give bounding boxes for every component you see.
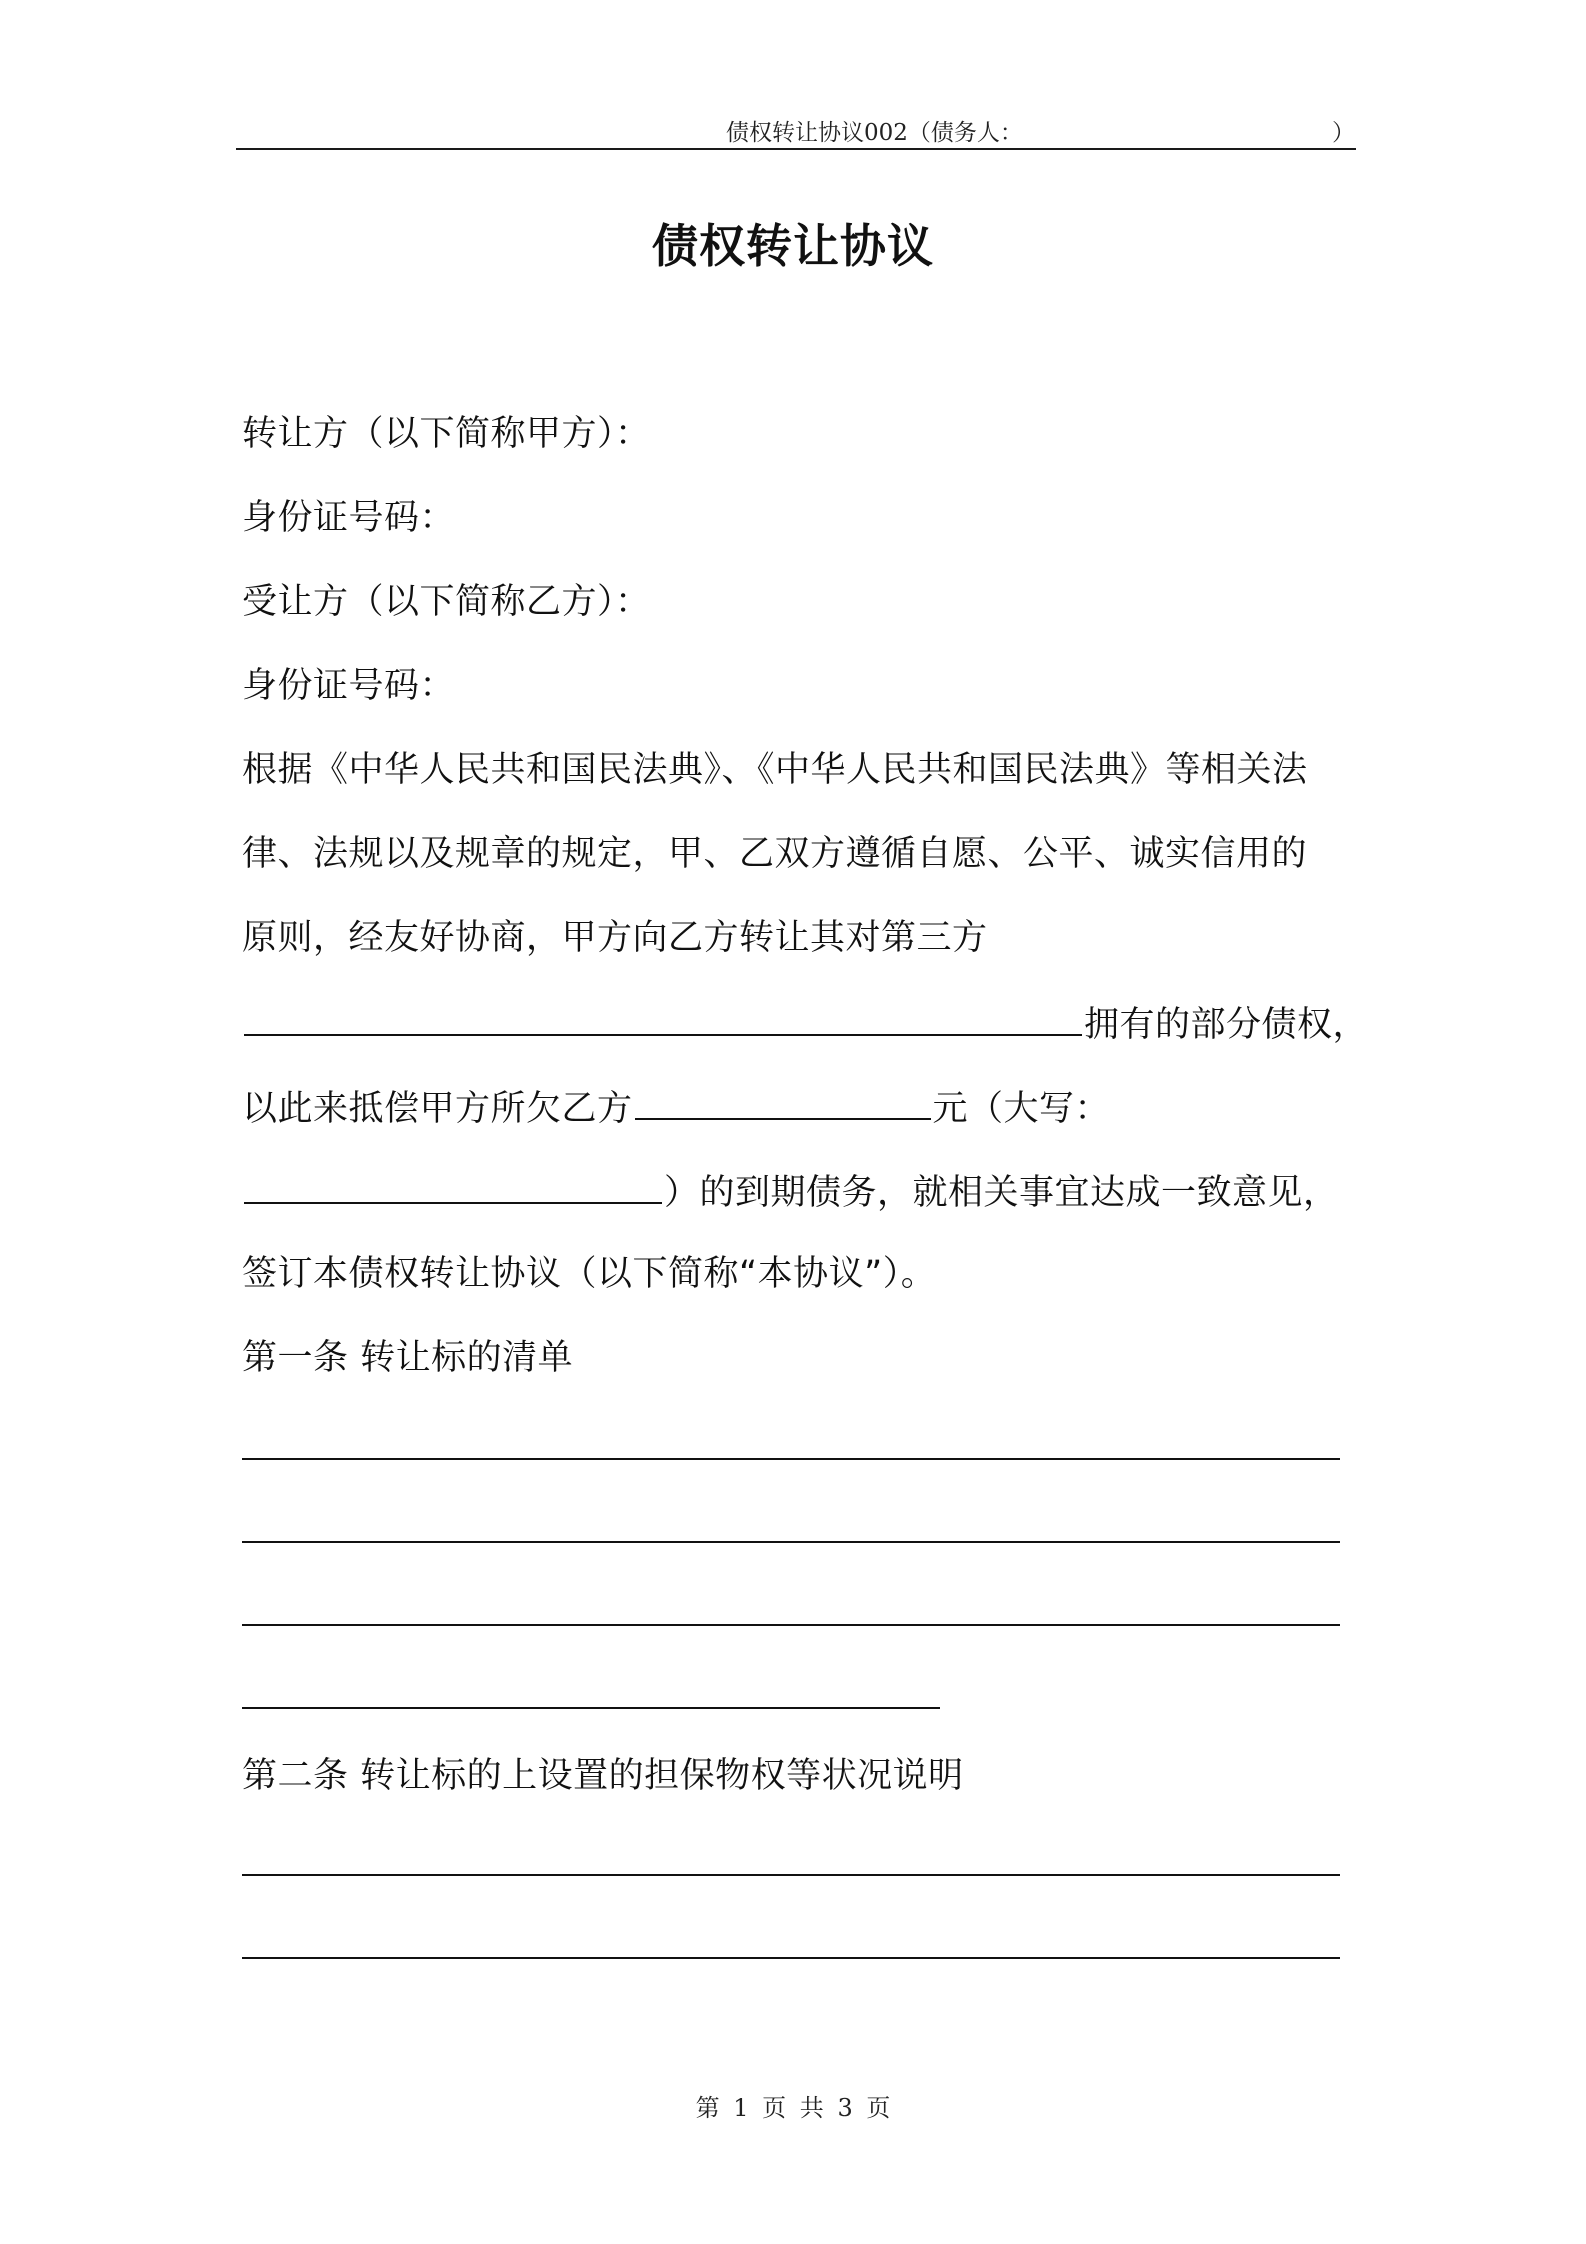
article-1-heading: 第一条 转让标的清单 bbox=[242, 1338, 574, 1378]
third-party-blank[interactable] bbox=[244, 998, 1082, 1036]
page-number: 第 1 页 共 3 页 bbox=[695, 2094, 891, 2122]
header-divider bbox=[236, 148, 1356, 150]
preamble-line-4 bbox=[242, 998, 1368, 1049]
transferee-label: 受让方（以下简称乙方）： bbox=[242, 582, 651, 622]
article-2-blank-line-1[interactable] bbox=[242, 1874, 1340, 1876]
article-1-blank-line-4[interactable] bbox=[242, 1707, 940, 1709]
transferor-label: 转让方（以下简称甲方）： bbox=[242, 414, 651, 454]
preamble-line-4-text: 拥有的部分债权， bbox=[1084, 1005, 1369, 1045]
preamble-line-5 bbox=[242, 1082, 1110, 1133]
preamble-line-6-text: ）的到期债务，就相关事宜达成一致意见， bbox=[664, 1173, 1339, 1213]
article-1-blank-line-1[interactable] bbox=[242, 1458, 1340, 1460]
preamble-line-5-suffix: 元（大写： bbox=[932, 1089, 1111, 1129]
preamble-line-6 bbox=[242, 1166, 1339, 1217]
header-close-paren: ） bbox=[1332, 120, 1355, 146]
transferee-id-label: 身份证号码： bbox=[242, 666, 456, 706]
preamble-line-3: 原则，经友好协商，甲方向乙方转让其对第三方 bbox=[242, 918, 988, 958]
article-1-blank-line-3[interactable] bbox=[242, 1624, 1340, 1626]
document-title: 债权转让协议 bbox=[652, 219, 934, 273]
preamble-line-1: 根据《中华人民共和国民法典》、《中华人民共和国民法典》等相关法 bbox=[242, 750, 1308, 790]
article-1-blank-line-2[interactable] bbox=[242, 1541, 1340, 1543]
preamble-line-7: 签订本债权转让协议（以下简称“本协议”）。 bbox=[242, 1254, 937, 1294]
amount-blank[interactable] bbox=[635, 1082, 931, 1120]
article-2-heading: 第二条 转让标的上设置的担保物权等状况说明 bbox=[242, 1756, 964, 1796]
header-text: 债权转让协议002（债务人： bbox=[726, 120, 1023, 146]
transferor-id-label: 身份证号码： bbox=[242, 498, 456, 538]
article-2-blank-line-2[interactable] bbox=[242, 1957, 1340, 1959]
amount-uppercase-blank[interactable] bbox=[244, 1166, 662, 1204]
page-header bbox=[236, 112, 1356, 146]
preamble-line-2: 律、法规以及规章的规定，甲、乙双方遵循自愿、公平、诚实信用的 bbox=[242, 834, 1308, 874]
preamble-line-5-prefix: 以此来抵偿甲方所欠乙方 bbox=[242, 1089, 633, 1129]
